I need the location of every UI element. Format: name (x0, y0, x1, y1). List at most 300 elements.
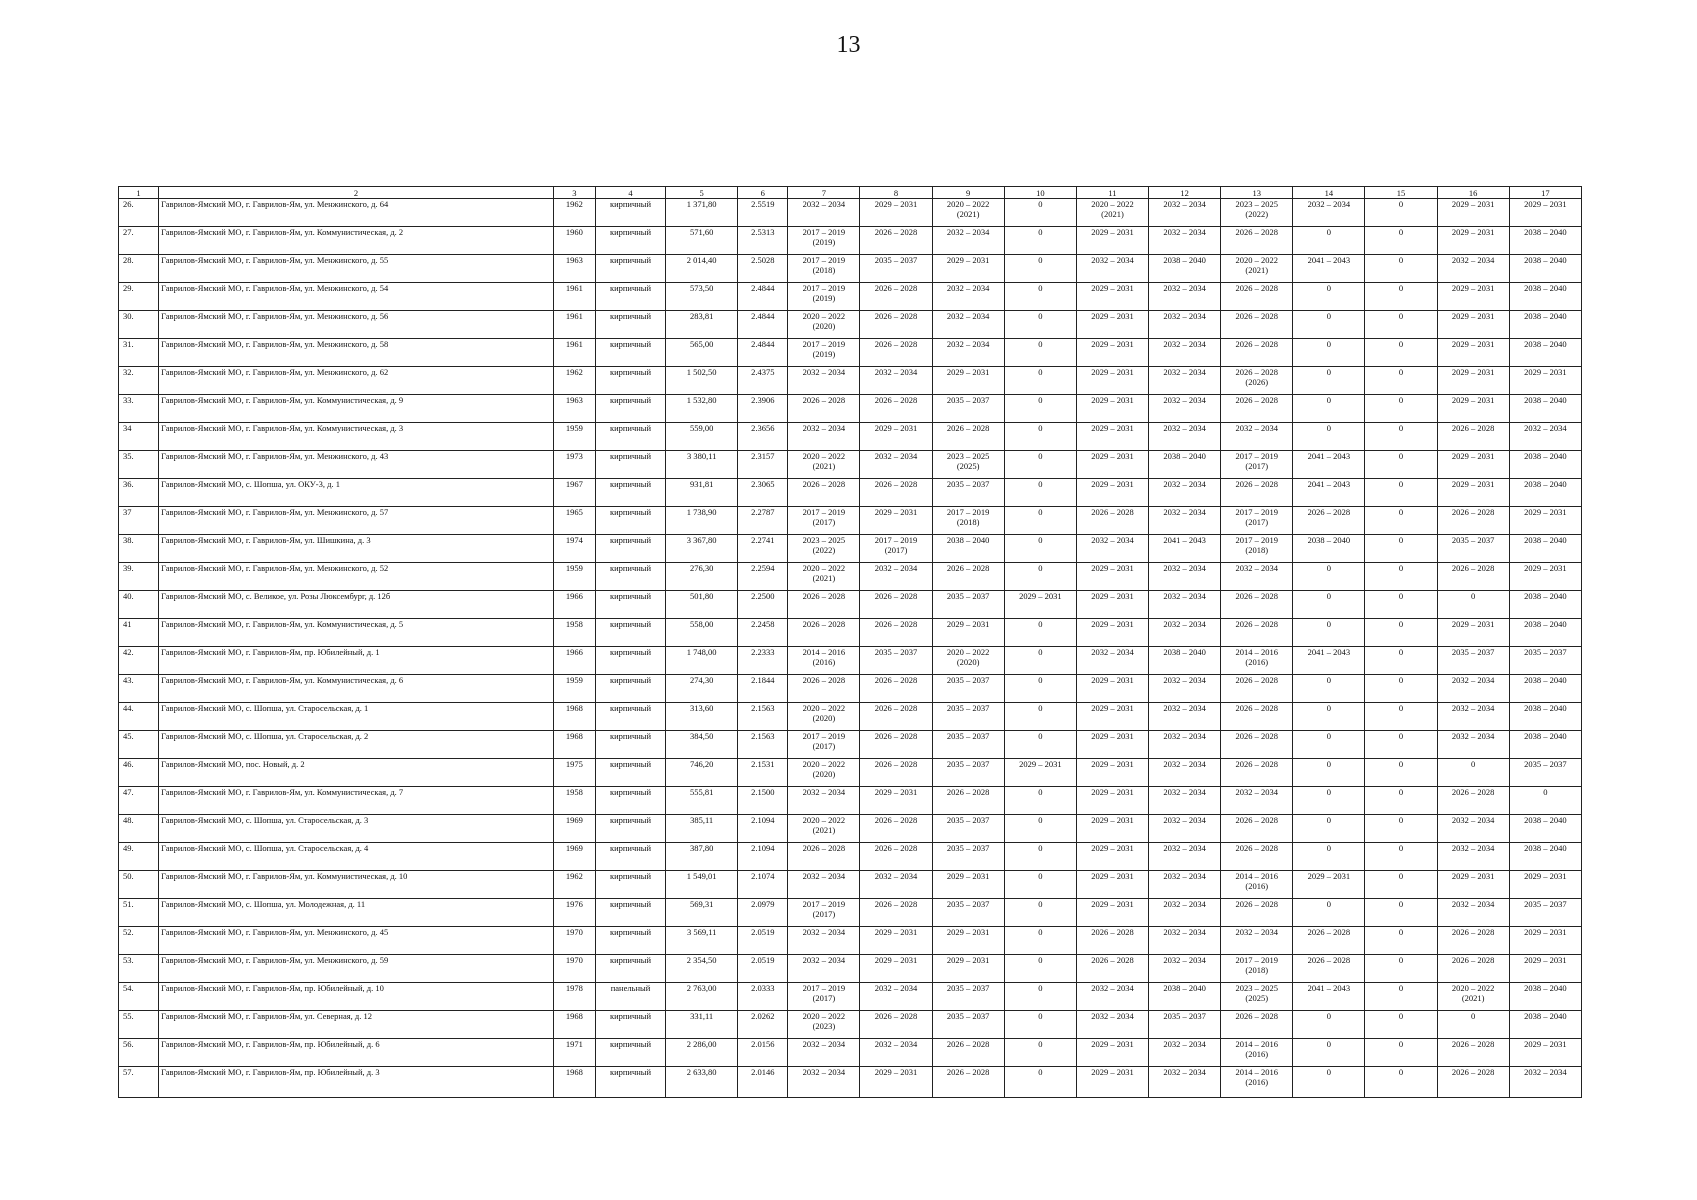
table-cell: 2032 – 2034 (1076, 535, 1148, 563)
table-cell: 1958 (553, 787, 595, 815)
table-cell: 2026 – 2028 (1221, 283, 1293, 311)
table-cell: 2029 – 2031 (1076, 311, 1148, 339)
table-cell: 2032 – 2034 (1149, 759, 1221, 787)
table-cell: 2026 – 2028 (1221, 731, 1293, 759)
table-cell: 2032 – 2034 (1076, 983, 1148, 1011)
column-header-8: 8 (860, 187, 932, 199)
table-cell: 0 (1365, 927, 1437, 955)
table-cell: 0 (1004, 283, 1076, 311)
table-cell: Гаврилов-Ямский МО, г. Гаврилов-Ям, ул. Менжинского, д. 58 (159, 339, 554, 367)
table-cell: 2.1074 (738, 871, 788, 899)
table-cell: 2032 – 2034 (1149, 479, 1221, 507)
table-cell: 2029 – 2031 (1076, 731, 1148, 759)
table-cell: 36. (119, 479, 159, 507)
table-cell: 2032 – 2034 (1221, 423, 1293, 451)
table-cell: 2026 – 2028 (1293, 955, 1365, 983)
table-cell: 2014 – 2016 (2016) (1221, 871, 1293, 899)
table-cell: 2026 – 2028 (1437, 507, 1509, 535)
table-cell: 2032 – 2034 (932, 339, 1004, 367)
table-cell: 0 (1004, 731, 1076, 759)
table-cell: 1970 (553, 955, 595, 983)
table-cell: 2032 – 2034 (1509, 1067, 1581, 1098)
table-cell: 2029 – 2031 (1076, 227, 1148, 255)
table-cell: 2038 – 2040 (1149, 647, 1221, 675)
table-cell: 53. (119, 955, 159, 983)
table-cell: 2032 – 2034 (860, 563, 932, 591)
table-cell: Гаврилов-Ямский МО, пос. Новый, д. 2 (159, 759, 554, 787)
table-cell: 2029 – 2031 (1509, 507, 1581, 535)
table-row (119, 899, 1582, 927)
table-cell: Гаврилов-Ямский МО, с. Шопша, ул. ОКУ-3, д. 1 (159, 479, 554, 507)
table-row (119, 1039, 1582, 1067)
table-cell: 569,31 (666, 899, 738, 927)
table-cell: 2032 – 2034 (1149, 367, 1221, 395)
column-header-16: 16 (1437, 187, 1509, 199)
table-row (119, 199, 1582, 227)
table-cell: Гаврилов-Ямский МО, г. Гаврилов-Ям, ул. Коммунистическая, д. 6 (159, 675, 554, 703)
table-cell: 2038 – 2040 (1509, 983, 1581, 1011)
table-cell: 2029 – 2031 (932, 955, 1004, 983)
table-cell: кирпичный (595, 843, 665, 871)
table-cell: 41 (119, 619, 159, 647)
table-cell: кирпичный (595, 927, 665, 955)
table-cell: 313,60 (666, 703, 738, 731)
table-cell: 2032 – 2034 (1149, 1039, 1221, 1067)
table-cell: 0 (1004, 675, 1076, 703)
table-cell: 2029 – 2031 (1437, 227, 1509, 255)
table-cell: 2026 – 2028 (1221, 1011, 1293, 1039)
table-cell: кирпичный (595, 703, 665, 731)
table-cell: 2026 – 2028 (860, 1011, 932, 1039)
table-cell: 2029 – 2031 (932, 927, 1004, 955)
table-cell: 2017 – 2019 (2017) (788, 507, 860, 535)
table-row (119, 871, 1582, 899)
table-cell: 27. (119, 227, 159, 255)
table-cell: 2038 – 2040 (1509, 311, 1581, 339)
table-cell: 0 (1365, 227, 1437, 255)
table-cell: 2029 – 2031 (1076, 619, 1148, 647)
table-cell: 2017 – 2019 (2019) (788, 283, 860, 311)
table-cell: Гаврилов-Ямский МО, г. Гаврилов-Ям, пр. Юбилейный, д. 1 (159, 647, 554, 675)
table-cell: 2035 – 2037 (860, 255, 932, 283)
table-cell: 2020 – 2022 (2020) (788, 311, 860, 339)
table-cell: 0 (1004, 451, 1076, 479)
table-cell: 2023 – 2025 (2022) (1221, 199, 1293, 227)
table-cell: 1965 (553, 507, 595, 535)
table-cell: 2026 – 2028 (1437, 787, 1509, 815)
table-cell: 2026 – 2028 (1221, 899, 1293, 927)
table-cell: Гаврилов-Ямский МО, с. Шопша, ул. Старосельская, д. 3 (159, 815, 554, 843)
table-cell: 2035 – 2037 (1437, 535, 1509, 563)
table-cell: 2020 – 2022 (2021) (788, 815, 860, 843)
table-cell: 44. (119, 703, 159, 731)
table-cell: 0 (1365, 759, 1437, 787)
table-cell: 2029 – 2031 (1076, 703, 1148, 731)
table-cell: 2029 – 2031 (1076, 675, 1148, 703)
table-row (119, 591, 1582, 619)
table-row (119, 703, 1582, 731)
table-cell: 2026 – 2028 (860, 283, 932, 311)
table-cell: 0 (1004, 815, 1076, 843)
table-cell: 2032 – 2034 (860, 1039, 932, 1067)
table-cell: 2032 – 2034 (1149, 395, 1221, 423)
table-cell: 2026 – 2028 (1437, 1067, 1509, 1098)
table-row (119, 1011, 1582, 1039)
table-cell: 0 (1004, 983, 1076, 1011)
table-cell: 2026 – 2028 (1221, 703, 1293, 731)
table-cell: кирпичный (595, 591, 665, 619)
column-header-9: 9 (932, 187, 1004, 199)
table-cell: 2029 – 2031 (1509, 927, 1581, 955)
table-cell: 2032 – 2034 (1437, 255, 1509, 283)
table-cell: кирпичный (595, 395, 665, 423)
table-cell: 1958 (553, 619, 595, 647)
table-cell: 2029 – 2031 (1509, 367, 1581, 395)
table-cell: 2026 – 2028 (932, 1067, 1004, 1098)
table-cell: 0 (1004, 647, 1076, 675)
table-cell: 2026 – 2028 (860, 311, 932, 339)
table-cell: кирпичный (595, 871, 665, 899)
column-header-1: 1 (119, 187, 159, 199)
table-cell: 2029 – 2031 (1076, 815, 1148, 843)
table-cell: 1968 (553, 1067, 595, 1098)
table-cell: 2029 – 2031 (860, 199, 932, 227)
table-cell: 2.0519 (738, 955, 788, 983)
table-cell: 42. (119, 647, 159, 675)
table-cell: 2017 – 2019 (2019) (788, 339, 860, 367)
table-cell: 2032 – 2034 (1149, 955, 1221, 983)
table-cell: Гаврилов-Ямский МО, г. Гаврилов-Ям, ул. Коммунистическая, д. 9 (159, 395, 554, 423)
table-cell: 2038 – 2040 (1509, 1011, 1581, 1039)
table-body (119, 199, 1582, 1098)
table-cell: 559,00 (666, 423, 738, 451)
table-cell: 2026 – 2028 (932, 787, 1004, 815)
table-cell: 501,80 (666, 591, 738, 619)
table-cell: 0 (1293, 703, 1365, 731)
table-cell: 2032 – 2034 (1149, 563, 1221, 591)
table-cell: 2026 – 2028 (1221, 675, 1293, 703)
table-cell: 0 (1365, 367, 1437, 395)
table-row (119, 255, 1582, 283)
table-cell: 0 (1365, 423, 1437, 451)
table-cell: 2026 – 2028 (1221, 339, 1293, 367)
table-cell: 0 (1365, 843, 1437, 871)
table-cell: 1959 (553, 423, 595, 451)
table-cell: 2026 – 2028 (860, 675, 932, 703)
table-cell: Гаврилов-Ямский МО, г. Гаврилов-Ям, ул. Менжинского, д. 59 (159, 955, 554, 983)
table-cell: 2032 – 2034 (1149, 339, 1221, 367)
table-cell: 0 (1004, 479, 1076, 507)
table-row (119, 927, 1582, 955)
table-cell: 2032 – 2034 (1437, 815, 1509, 843)
table-cell: кирпичный (595, 451, 665, 479)
table-cell: 2035 – 2037 (1509, 647, 1581, 675)
table-cell: 1963 (553, 255, 595, 283)
column-header-4: 4 (595, 187, 665, 199)
table-cell: 0 (1004, 199, 1076, 227)
table-cell: 0 (1004, 255, 1076, 283)
table-cell: 0 (1437, 759, 1509, 787)
table-cell: 2014 – 2016 (2016) (1221, 1039, 1293, 1067)
table-cell: 0 (1004, 1067, 1076, 1098)
table-cell: 2032 – 2034 (1076, 647, 1148, 675)
table-cell: 2017 – 2019 (2018) (1221, 955, 1293, 983)
table-cell: 0 (1365, 955, 1437, 983)
table-cell: 2032 – 2034 (1076, 1011, 1148, 1039)
table-cell: 2032 – 2034 (1509, 423, 1581, 451)
table-cell: 2026 – 2028 (788, 591, 860, 619)
table-cell: 1 549,01 (666, 871, 738, 899)
table-cell: 2026 – 2028 (860, 703, 932, 731)
table-cell: 2038 – 2040 (1293, 535, 1365, 563)
table-cell: 2029 – 2031 (932, 871, 1004, 899)
table-cell: 54. (119, 983, 159, 1011)
table-cell: 2032 – 2034 (1149, 283, 1221, 311)
table-row (119, 731, 1582, 759)
table-cell: Гаврилов-Ямский МО, с. Шопша, ул. Молодежная, д. 11 (159, 899, 554, 927)
table-cell: Гаврилов-Ямский МО, г. Гаврилов-Ям, ул. Менжинского, д. 56 (159, 311, 554, 339)
table-cell: 2032 – 2034 (788, 1039, 860, 1067)
table-cell: 1 371,80 (666, 199, 738, 227)
table-cell: 0 (1004, 955, 1076, 983)
table-cell: 2.0333 (738, 983, 788, 1011)
table-cell: 0 (1365, 535, 1437, 563)
table-cell: 2.3157 (738, 451, 788, 479)
table-cell: 2017 – 2019 (2018) (932, 507, 1004, 535)
table-cell: Гаврилов-Ямский МО, г. Гаврилов-Ям, ул. Менжинского, д. 55 (159, 255, 554, 283)
table-cell: 2017 – 2019 (2017) (860, 535, 932, 563)
table-cell: 2032 – 2034 (1149, 1067, 1221, 1098)
table-cell: 0 (1365, 1039, 1437, 1067)
table-cell: 2035 – 2037 (932, 843, 1004, 871)
table-cell: 2035 – 2037 (1149, 1011, 1221, 1039)
table-cell: 2032 – 2034 (1221, 927, 1293, 955)
table-cell: Гаврилов-Ямский МО, г. Гаврилов-Ям, ул. Менжинского, д. 54 (159, 283, 554, 311)
buildings-table-container (118, 186, 1582, 1098)
table-cell: 2032 – 2034 (788, 423, 860, 451)
table-cell: 0 (1293, 227, 1365, 255)
table-cell: 0 (1004, 619, 1076, 647)
table-cell: 0 (1293, 787, 1365, 815)
table-cell: 1 502,50 (666, 367, 738, 395)
table-cell: 2.3656 (738, 423, 788, 451)
table-cell: 2 354,50 (666, 955, 738, 983)
table-cell: 1971 (553, 1039, 595, 1067)
table-cell: 2032 – 2034 (1437, 843, 1509, 871)
table-cell: 2.3906 (738, 395, 788, 423)
table-cell: 2035 – 2037 (1509, 759, 1581, 787)
table-cell: панельный (595, 983, 665, 1011)
table-cell: 2026 – 2028 (1076, 955, 1148, 983)
table-cell: 2032 – 2034 (1149, 311, 1221, 339)
table-cell: кирпичный (595, 1067, 665, 1098)
table-cell: 1973 (553, 451, 595, 479)
table-cell: 2026 – 2028 (1221, 759, 1293, 787)
page-number: 13 (836, 32, 861, 58)
table-cell: 30. (119, 311, 159, 339)
table-cell: 2017 – 2019 (2017) (788, 983, 860, 1011)
table-cell: кирпичный (595, 675, 665, 703)
table-row (119, 619, 1582, 647)
table-cell: Гаврилов-Ямский МО, г. Гаврилов-Ям, ул. Коммунистическая, д. 2 (159, 227, 554, 255)
table-cell: кирпичный (595, 787, 665, 815)
table-cell: Гаврилов-Ямский МО, г. Гаврилов-Ям, пр. Юбилейный, д. 10 (159, 983, 554, 1011)
table-cell: 2017 – 2019 (2019) (788, 227, 860, 255)
table-cell: 2029 – 2031 (1076, 283, 1148, 311)
table-cell: 3 380,11 (666, 451, 738, 479)
table-cell: 2026 – 2028 (788, 395, 860, 423)
table-cell: 0 (1293, 843, 1365, 871)
table-cell: кирпичный (595, 227, 665, 255)
table-cell: 2020 – 2022 (2021) (932, 199, 1004, 227)
table-cell: 0 (1293, 759, 1365, 787)
table-cell: 2032 – 2034 (1149, 423, 1221, 451)
table-cell: 1 532,80 (666, 395, 738, 423)
table-cell: 2026 – 2028 (1437, 423, 1509, 451)
table-cell: 2032 – 2034 (1149, 815, 1221, 843)
table-cell: 2038 – 2040 (1509, 283, 1581, 311)
table-cell: 0 (1004, 787, 1076, 815)
table-row (119, 675, 1582, 703)
table-cell: 0 (1293, 395, 1365, 423)
table-cell: 0 (1293, 731, 1365, 759)
table-cell: 2029 – 2031 (860, 787, 932, 815)
table-cell: 0 (1293, 367, 1365, 395)
table-cell: 1974 (553, 535, 595, 563)
table-cell: 2020 – 2022 (2020) (932, 647, 1004, 675)
table-cell: 55. (119, 1011, 159, 1039)
column-header-10: 10 (1004, 187, 1076, 199)
table-cell: 1961 (553, 339, 595, 367)
table-cell: 2023 – 2025 (2022) (788, 535, 860, 563)
table-cell: 2.1531 (738, 759, 788, 787)
column-header-7: 7 (788, 187, 860, 199)
table-cell: кирпичный (595, 899, 665, 927)
table-cell: 2029 – 2031 (1076, 339, 1148, 367)
table-cell: 2026 – 2028 (1221, 311, 1293, 339)
table-cell: 1 738,90 (666, 507, 738, 535)
table-cell: 2.0979 (738, 899, 788, 927)
table-cell: кирпичный (595, 507, 665, 535)
table-cell: 2.0519 (738, 927, 788, 955)
table-cell: 2032 – 2034 (1149, 871, 1221, 899)
table-cell: 2032 – 2034 (788, 955, 860, 983)
table-cell: 0 (1365, 619, 1437, 647)
table-row (119, 367, 1582, 395)
table-cell: 38. (119, 535, 159, 563)
buildings-table (118, 186, 1582, 1098)
table-cell: 0 (1004, 311, 1076, 339)
table-cell: 2029 – 2031 (1437, 339, 1509, 367)
table-cell: 2032 – 2034 (860, 367, 932, 395)
table-cell: 2 763,00 (666, 983, 738, 1011)
table-cell: 2026 – 2028 (932, 423, 1004, 451)
table-cell: 2023 – 2025 (2025) (1221, 983, 1293, 1011)
table-cell: 2032 – 2034 (1149, 675, 1221, 703)
table-cell: 384,50 (666, 731, 738, 759)
table-row (119, 843, 1582, 871)
table-cell: 0 (1437, 591, 1509, 619)
table-cell: 555,81 (666, 787, 738, 815)
table-cell: 0 (1004, 703, 1076, 731)
table-cell: 2041 – 2043 (1293, 983, 1365, 1011)
table-cell: 558,00 (666, 619, 738, 647)
table-cell: 0 (1437, 1011, 1509, 1039)
table-cell: 2026 – 2028 (788, 479, 860, 507)
table-cell: 2014 – 2016 (2016) (788, 647, 860, 675)
table-cell: 2.2594 (738, 563, 788, 591)
table-cell: 2041 – 2043 (1149, 535, 1221, 563)
table-cell: 0 (1365, 983, 1437, 1011)
table-cell: 2.5519 (738, 199, 788, 227)
table-cell: 2032 – 2034 (788, 199, 860, 227)
table-cell: 2041 – 2043 (1293, 479, 1365, 507)
table-cell: 2.2500 (738, 591, 788, 619)
table-cell: 0 (1004, 227, 1076, 255)
table-cell: 48. (119, 815, 159, 843)
table-cell: 2035 – 2037 (932, 899, 1004, 927)
column-header-17: 17 (1509, 187, 1581, 199)
table-cell: кирпичный (595, 563, 665, 591)
table-cell: Гаврилов-Ямский МО, г. Гаврилов-Ям, ул. Менжинского, д. 52 (159, 563, 554, 591)
table-cell: 0 (1293, 1011, 1365, 1039)
table-cell: 2026 – 2028 (1437, 927, 1509, 955)
table-cell: 2.4844 (738, 311, 788, 339)
table-cell: 2026 – 2028 (860, 339, 932, 367)
table-cell: 2.4844 (738, 283, 788, 311)
table-cell: 0 (1293, 675, 1365, 703)
table-cell: Гаврилов-Ямский МО, г. Гаврилов-Ям, ул. Менжинского, д. 45 (159, 927, 554, 955)
table-cell: 2026 – 2028 (932, 1039, 1004, 1067)
table-cell: Гаврилов-Ямский МО, г. Гаврилов-Ям, ул. Северная, д. 12 (159, 1011, 554, 1039)
table-cell: 2032 – 2034 (1437, 899, 1509, 927)
table-row (119, 647, 1582, 675)
table-cell: 2035 – 2037 (932, 1011, 1004, 1039)
table-cell: 931,81 (666, 479, 738, 507)
table-cell: 2.4375 (738, 367, 788, 395)
table-cell: 2035 – 2037 (932, 759, 1004, 787)
table-cell: 0 (1509, 787, 1581, 815)
table-cell: 2.2333 (738, 647, 788, 675)
table-cell: 2.1563 (738, 731, 788, 759)
table-header-row (119, 187, 1582, 199)
table-row (119, 395, 1582, 423)
table-cell: Гаврилов-Ямский МО, с. Великое, ул. Розы Люксембург, д. 12б (159, 591, 554, 619)
table-cell: 2017 – 2019 (2018) (1221, 535, 1293, 563)
table-cell: 1978 (553, 983, 595, 1011)
table-cell: 2032 – 2034 (1221, 787, 1293, 815)
table-cell: 2038 – 2040 (1509, 731, 1581, 759)
table-cell: 2029 – 2031 (1509, 1039, 1581, 1067)
table-cell: 387,80 (666, 843, 738, 871)
table-cell: 2.3065 (738, 479, 788, 507)
table-cell: 0 (1293, 423, 1365, 451)
table-cell: кирпичный (595, 647, 665, 675)
table-cell: 2032 – 2034 (860, 451, 932, 479)
table-cell: 2029 – 2031 (1293, 871, 1365, 899)
table-cell: 746,20 (666, 759, 738, 787)
table-cell: 2032 – 2034 (1221, 563, 1293, 591)
table-cell: 0 (1365, 871, 1437, 899)
table-cell: 0 (1293, 815, 1365, 843)
table-cell: 276,30 (666, 563, 738, 591)
table-cell: 2029 – 2031 (1076, 479, 1148, 507)
column-header-5: 5 (666, 187, 738, 199)
column-header-12: 12 (1149, 187, 1221, 199)
table-cell: 2029 – 2031 (1004, 759, 1076, 787)
table-cell: 2026 – 2028 (1221, 479, 1293, 507)
table-cell: 2032 – 2034 (788, 871, 860, 899)
